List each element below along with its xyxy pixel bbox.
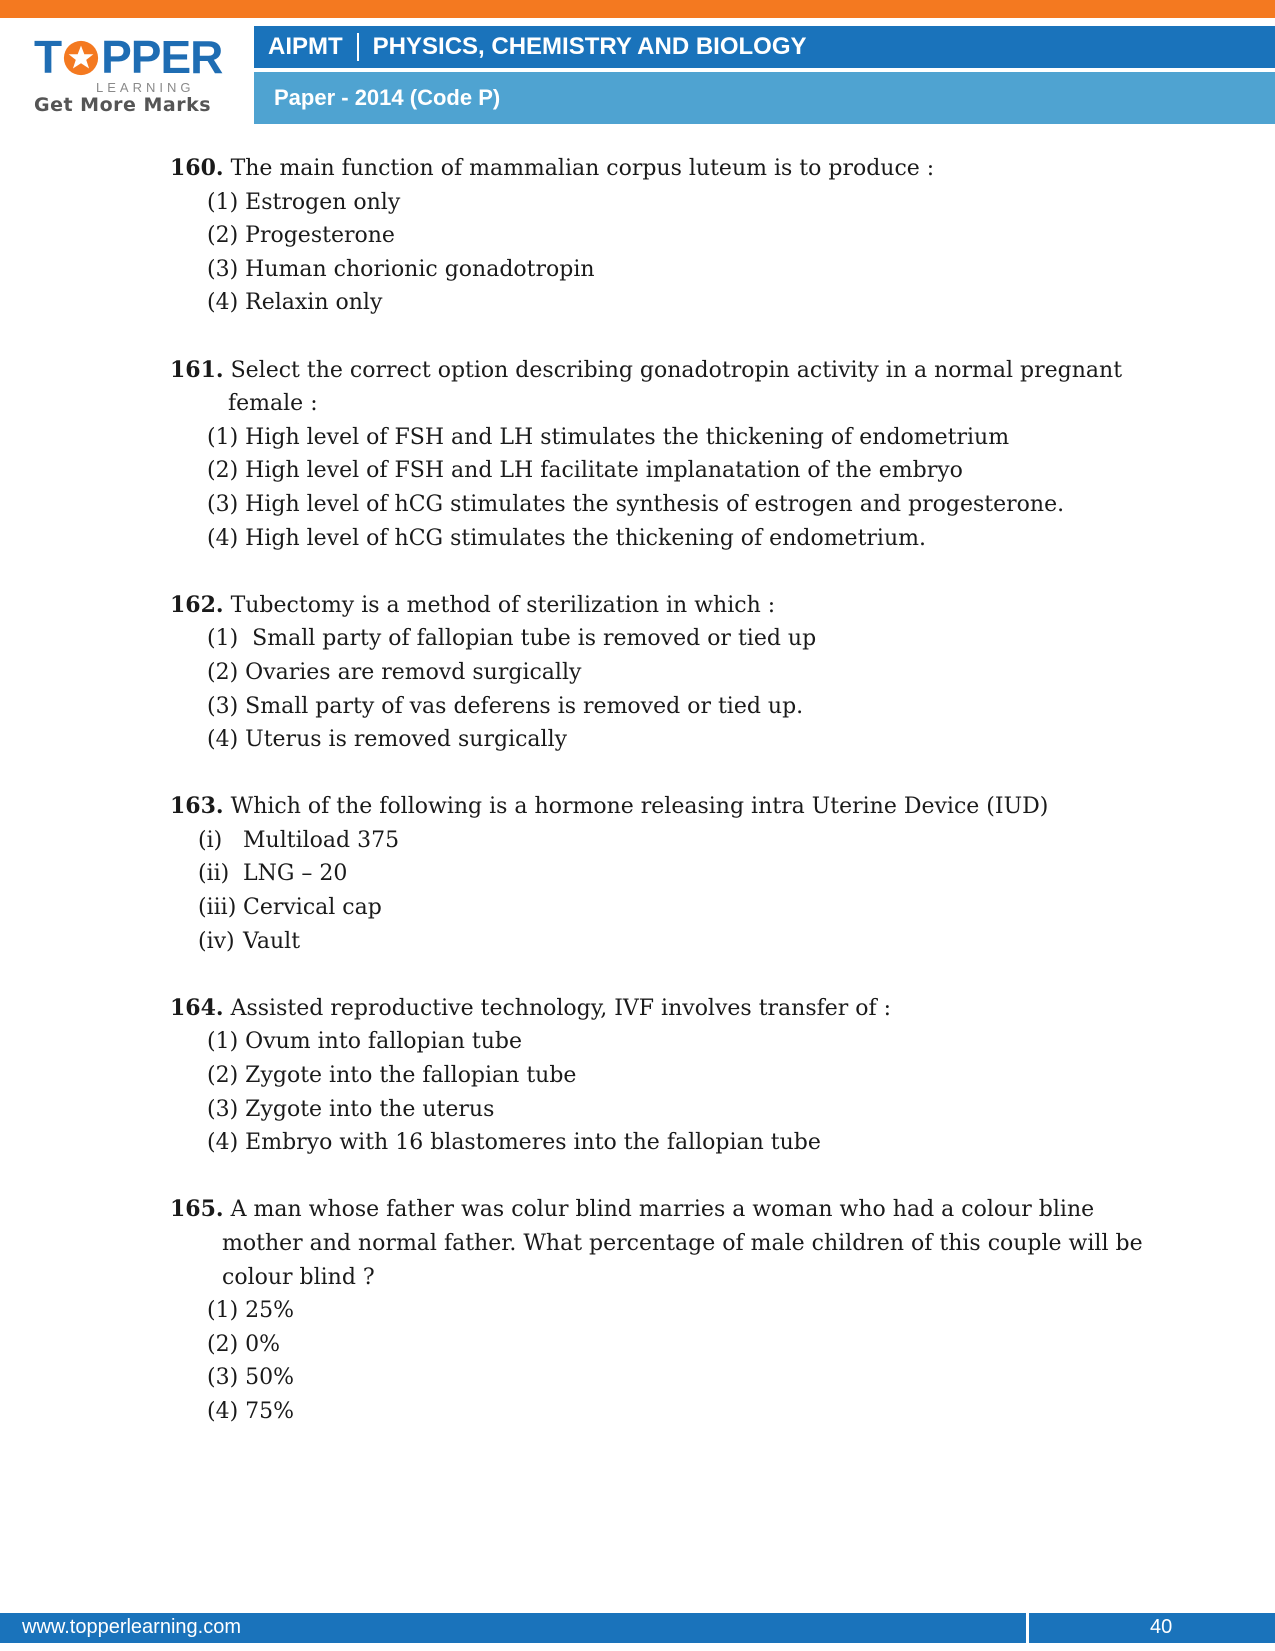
footer-url-link[interactable]: www.topperlearning.com [22,1616,241,1638]
option [170,891,1150,925]
header-title-bar [254,26,1275,68]
question-165 [170,1193,1150,1428]
question-number: 164. [170,994,224,1021]
question-text-continued: colour blind ? [222,1264,375,1290]
option: (2) Progesterone [207,223,395,249]
topper-logo [28,30,238,120]
question-161 [170,354,1150,556]
option [170,824,1150,858]
question-text: Tubectomy is a method of sterilization in which : [230,592,776,618]
option: (1) Estrogen only [207,189,401,215]
question-text: The main function of mammalian corpus luteum is to produce : [230,156,935,181]
option: (1) 25% [207,1298,295,1324]
page-number: 40 [1150,1616,1173,1638]
option: (2) 0% [207,1331,281,1357]
star-o-icon [62,39,100,77]
option: (2) Zygote into the fallopian tube [207,1063,577,1089]
option: (3) Small party of vas deferens is removed or tied up. [207,693,804,719]
option: (1) Small party of fallopian tube is removed or tied up [207,626,817,652]
logo-subtitle: LEARNING [96,80,195,95]
option: (4) 75% [207,1398,295,1424]
option-label: (i) [198,827,223,853]
option-text: LNG – 20 [243,861,348,887]
option-label: (iii) [198,895,237,921]
question-number: 162. [170,591,224,618]
paper-label: Paper - 2014 (Code P) [274,85,501,110]
question-text: Assisted reproductive technology, IVF involves transfer of : [230,995,892,1021]
question-162 [170,589,1150,757]
option: (1) High level of FSH and LH stimulates the thickening of endometrium [207,424,1010,450]
option: (2) High level of FSH and LH facilitate implanatation of the embryo [207,458,963,484]
option: (3) High level of hCG stimulates the synthesis of estrogen and progesterone. [207,491,1065,517]
question-number: 160. [170,155,224,181]
question-text: A man whose father was colur blind marries a woman who had a colour bline [230,1197,1095,1223]
option: (3) 50% [207,1365,295,1391]
option: (4) Relaxin only [207,290,383,316]
question-number: 163. [170,793,224,820]
option [170,925,1150,959]
option: (3) Human chorionic gonadotropin [207,256,595,282]
question-164 [170,992,1150,1160]
question-text-continued: mother and normal father. What percentage of male children of this couple will be [222,1231,1143,1256]
question-number: 161. [170,356,224,383]
question-text: Select the correct option describing gonadotropin activity in a normal pregnant [230,357,1123,383]
question-160 [170,152,1150,320]
option: (1) Ovum into fallopian tube [207,1029,523,1055]
option: (4) High level of hCG stimulates the thickening of endometrium. [207,525,926,551]
option: (4) Embryo with 16 blastomeres into the fallopian tube [207,1130,821,1156]
exam-name: AIPMT [268,33,343,60]
option: (4) Uterus is removed surgically [207,727,568,753]
option: (2) Ovaries are removd surgically [207,659,582,685]
top-accent-stripe [0,0,1275,18]
option [170,857,1150,891]
page-footer [0,1613,1275,1643]
question-text-continued: female : [228,391,318,417]
question-list [170,152,1150,1462]
logo-wordmark: T PPER [34,31,223,83]
option-text: Vault [243,928,301,954]
logo-tagline: Get More Marks [34,94,212,116]
paper-subtitle-bar [254,72,1275,124]
subjects-title: PHYSICS, CHEMISTRY AND BIOLOGY [372,33,807,60]
option-label: (iv) [198,928,235,954]
footer-divider [1026,1613,1029,1643]
question-163 [170,790,1150,958]
option-text: Multiload 375 [243,827,400,853]
question-text: Which of the following is a hormone releasing intra Uterine Device (IUD) [230,794,1049,820]
option: (3) Zygote into the uterus [207,1096,495,1122]
option-label: (ii) [198,861,230,887]
option-text: Cervical cap [243,895,382,921]
header-separator [357,33,359,61]
question-number: 165. [170,1196,224,1223]
